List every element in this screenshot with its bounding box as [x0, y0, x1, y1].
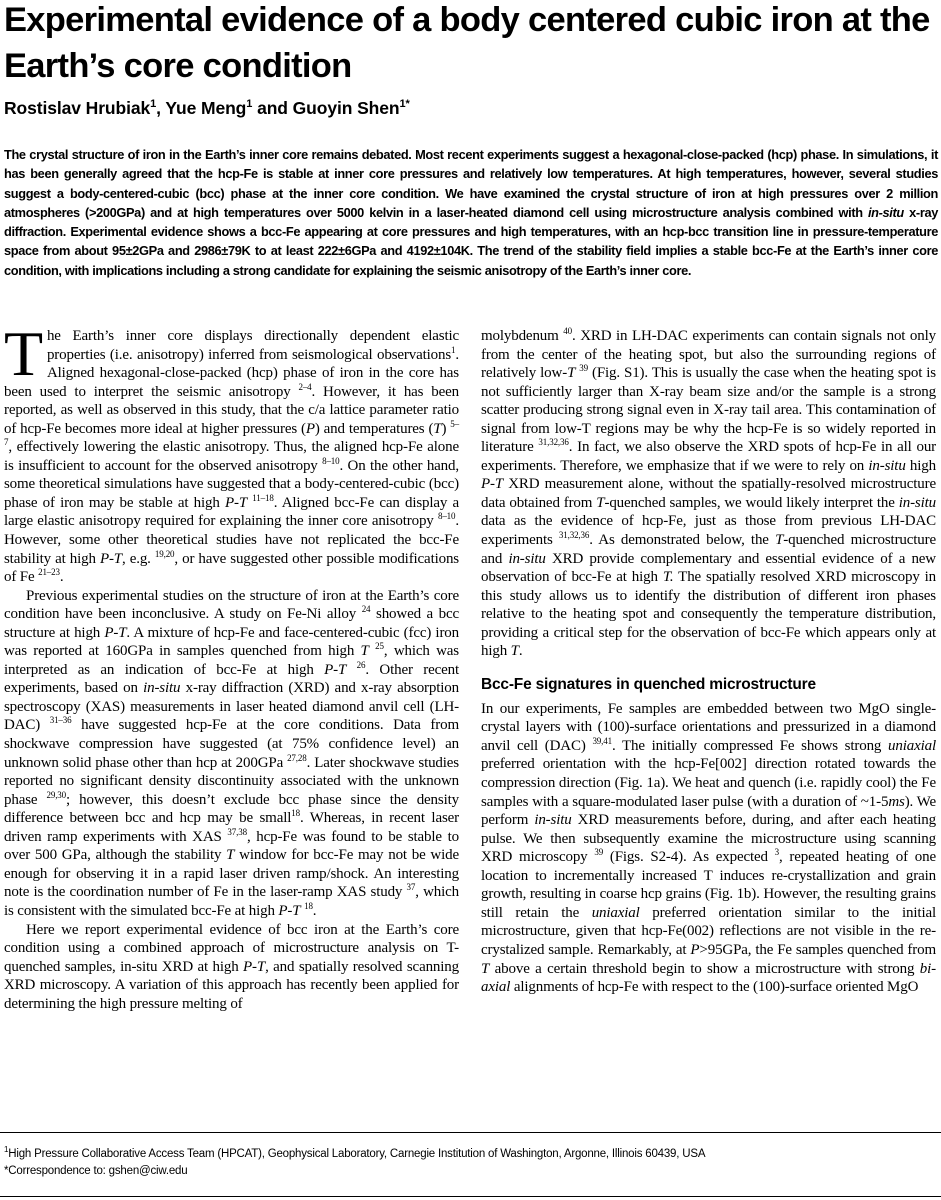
footnote-divider — [0, 1132, 941, 1133]
italic-symbol: P-T — [99, 550, 122, 567]
text: ). We perform — [481, 793, 936, 829]
citation: 25 — [375, 641, 384, 652]
citation: 8–10 — [322, 455, 340, 466]
author-name: Rostislav Hrubiak — [4, 98, 151, 118]
body-paragraph — [4, 921, 459, 1014]
citation: 29,30 — [46, 789, 67, 800]
text: ; however, this doesn’t exclude bcc phase since the density difference between bcc and hcp may be small — [4, 791, 459, 827]
citation: 40 — [563, 326, 572, 336]
text: , which is consistent with the simulated bcc-Fe at high — [4, 884, 459, 919]
text: . The initially compressed Fe shows strong — [611, 737, 889, 754]
text: , which was interpreted as an indication of bcc-Fe at high — [4, 643, 459, 678]
citation: 2–4 — [298, 381, 312, 392]
text: high — [905, 457, 936, 474]
italic-symbol: P-T — [481, 476, 504, 493]
footnote-correspondence: *Correspondence to: gshen@ciw.edu — [4, 1165, 188, 1177]
text: Previous experimental studies on the structure of iron at the Earth’s core condition have been inconclusive. A study on Fe-Ni alloy — [4, 587, 459, 623]
body-column-left — [4, 318, 459, 1013]
italic-term: in-situ — [143, 680, 181, 697]
text: XRD measurements before, during, and after each heating pulse. We then subsequently examine the microstructure using scanning XRD microscopy — [481, 812, 936, 866]
footnotes — [4, 1146, 934, 1180]
citation: 27,28 — [287, 752, 307, 763]
text: data as the evidence of hcp-Fe, just as those from previous LH-DAC experiments — [481, 513, 936, 549]
footnote-text: High Pressure Collaborative Access Team (HPCAT), Geophysical Laboratory, Carnegie Institution of Washington, Argonne, Illinois 60439, USA — [8, 1148, 706, 1160]
body-paragraph — [4, 318, 459, 587]
drop-cap: T — [4, 318, 43, 389]
citation: 18 — [291, 808, 300, 819]
author-conjunction: and — [257, 98, 288, 118]
italic-symbol: P — [690, 941, 700, 958]
citation: 1 — [451, 344, 456, 355]
paper-title: Experimental evidence of a body centered cubic iron at the Earth’s core condition — [4, 1, 930, 85]
body-paragraph — [481, 327, 936, 661]
text: molybdenum — [481, 328, 564, 344]
text: The spatially resolved XRD microscopy in this study allows us to identify the distribution of different iron phases relative to the heating spot and consequently the temperature distribution, providing a critical step for the observation of bcc-Fe which appears only at high — [481, 569, 936, 660]
text: Here we report experimental evidence of bcc iron at the Earth’s core condition using a combined approach of microstructure analysis on T-quenched samples, in-situ XRD at high — [4, 921, 459, 975]
italic-term: uniaxial — [591, 904, 640, 921]
affiliation-marker: 1 — [4, 1145, 9, 1155]
text: , and spatially resolved scanning XRD microscopy. A variation of this approach has recently been applied for determining the high pressure melting of — [4, 958, 459, 1012]
author-list: Rostislav Hrubiak$^1$, Yue Meng$^1$ and Guoyin Shen$^{1*}$ — [4, 98, 410, 118]
text: , repeated heating of one location to incrementally increased T induces re-crystallization and grain growth, resulting in coarse hcp grains (Fig. 1b). However, the resulting grains still retain the — [481, 849, 936, 921]
italic-symbol: P-T — [278, 902, 301, 919]
text: . Later shockwave studies reported no significant density discontinuity associated with the unknown phase — [4, 754, 459, 808]
author-name: Guoyin Shen — [292, 98, 400, 118]
text: . — [59, 569, 64, 586]
text: (Fig. S1). This is usually the case when the heating spot is not sufficiently larger than X-ray beam size and/or the sample is a strong scatter producing strong signal even in X-ray tail area. This contamination of signal from low-T regions may be why the hcp-Fe is so widely reported in literature — [481, 365, 936, 456]
text: , hcp-Fe was found to be stable to over 500 GPa, although the stability — [4, 828, 459, 864]
text: . In fact, we also observe the XRD spots of hcp-Fe in all our experiments. Therefore, we emphasize that if we were to rely on — [481, 439, 937, 474]
text: window for bcc-Fe may not be wide enough for observing it in a rapid laser driven ramp/shock. An interesting note is the coordination number of Fe in the laser-ramp XAS study — [4, 847, 459, 901]
section-heading: Bcc-Fe signatures in quenched microstructure — [481, 675, 816, 693]
citation: 31,32,36 — [538, 437, 569, 448]
italic-symbol: T — [433, 420, 442, 437]
italic-term: bi-axial — [481, 960, 936, 996]
italic-symbol: P-T — [224, 494, 248, 511]
text: have suggested hcp-Fe at the core conditions. Data from shockwave compression have suggested (at 75% confidence level) an unknown solid phase other than hcp at 200GPa — [4, 717, 459, 771]
citation: 24 — [361, 604, 371, 615]
italic-unit: ms — [888, 793, 905, 810]
text: above a certain threshold begin to show a microstructure with strong — [489, 960, 920, 977]
text: , or have suggested other possible modifications of Fe — [4, 550, 459, 586]
text: ) — [441, 420, 451, 437]
italic-symbol: T — [510, 643, 519, 660]
text: . However, some other theoretical studies have not replicated the bcc-Fe stability at high — [4, 513, 459, 567]
text: . On the other hand, some theoretical simulations have suggested that a body-centered-cubic (bcc) phase of iron may be stable at high — [4, 457, 459, 511]
text: , e.g. — [122, 550, 155, 567]
text: >95GPa, the Fe samples quenched from — [699, 941, 936, 958]
text: -quenched samples, we would likely interpret the — [604, 494, 899, 511]
text: . Aligned bcc-Fe can display a large elastic anisotropy required for explaining the inner core anisotropy — [4, 494, 459, 530]
text: preferred orientation with the hcp-Fe[002] direction rotated towards the compression direction (Fig. 1a). We heat and quench (i.e. rapidly cool) the Fe samples with a square-modulated laser pulse (with a duration of ~1-5 — [481, 756, 936, 810]
italic-term: uniaxial — [888, 737, 936, 754]
citation: 39 — [579, 363, 588, 374]
italic-symbol: T — [360, 643, 369, 660]
text: -quenched microstructure and — [481, 532, 937, 567]
citation: 31–36 — [49, 715, 72, 726]
text: . A mixture of hcp-Fe and face-centered-cubic (fcc) iron was reported at 160GPa in samples quenched from high — [4, 624, 459, 660]
text — [346, 662, 356, 678]
text: showed a bcc structure at high — [4, 606, 459, 641]
citation: 3 — [774, 847, 780, 858]
italic-symbol: P-T — [324, 661, 347, 678]
text: . As demonstrated below, the — [589, 532, 776, 549]
text: . XRD in LH-DAC experiments can contain signals not only from the center of the heating spot, but also the surrounding regions of relatively low- — [481, 328, 936, 382]
citation: 21–23 — [38, 567, 60, 578]
italic-term: in-situ — [534, 812, 572, 829]
citation: 8–10 — [437, 511, 456, 522]
text: In our experiments, Fe samples are embedded between two MgO single-crystal layers with (100)-surface orientations and pressurized in a diamond anvil cell (DAC) — [481, 700, 936, 754]
citation: 37,38 — [227, 826, 247, 837]
italic-symbol: T — [596, 494, 605, 511]
abstract-italic: in-situ — [867, 204, 904, 220]
author-name: Yue Meng — [165, 98, 247, 118]
text: . Aligned hexagonal-close-packed (hcp) phase of iron in the core has been used to interpret the seismic anisotropy — [4, 346, 459, 400]
italic-symbol: P — [305, 420, 315, 437]
text: . Other recent experiments, based on — [4, 661, 459, 697]
text: ) and temperatures ( — [314, 420, 434, 437]
text: XRD measurement alone, without the spatially-resolved microstructure data obtained from — [481, 476, 936, 511]
text: x-ray diffraction (XRD) and x-ray absorption spectroscopy (XAS) measurements in laser heated diamond anvil cell (LH-DAC) — [4, 680, 459, 734]
italic-term: in-situ — [898, 494, 936, 511]
bottom-divider — [0, 1196, 941, 1197]
citation: 39,41 — [592, 735, 612, 746]
italic-symbol: T — [567, 365, 576, 382]
italic-symbol: P-T — [243, 958, 266, 975]
body-column-right — [481, 327, 936, 997]
italic-symbol: T — [226, 847, 235, 864]
citation: 39 — [594, 847, 604, 858]
affiliation-marker: 1 — [246, 98, 253, 111]
citation: 5–7 — [4, 418, 459, 448]
text: , effectively lowering the elastic anisotropy. Thus, the aligned hcp-Fe alone is insufficient to account for the observed anisotropy — [4, 439, 459, 474]
text: he Earth’s inner core displays directionally dependent elastic properties (i.e. anisotropy) inferred from seismological observations — [46, 328, 459, 363]
italic-symbol: P-T — [104, 624, 127, 641]
body-paragraph — [4, 587, 459, 921]
citation: 37 — [406, 882, 416, 893]
italic-symbol: T. — [662, 569, 674, 586]
footnote-affiliation — [4, 1146, 934, 1163]
text: (Figs. S2-4). As expected — [603, 849, 775, 866]
italic-symbol: T — [481, 960, 490, 977]
citation: 26 — [356, 659, 366, 670]
italic-term: in-situ — [868, 457, 906, 474]
text: preferred orientation similar to the initial microstructure, given that hcp-Fe(002) reflections are not visible in the re-crystalized sample. Remarkably, at — [481, 904, 936, 958]
text: . However, it has been reported, as well as observed in this study, that the c/a lattice parameter ratio of hcp-Fe becomes more ideal at higher pressures ( — [4, 383, 459, 437]
citation: 18 — [304, 900, 313, 911]
body-paragraph — [481, 700, 936, 997]
citation: 31,32,36 — [558, 530, 590, 541]
italic-term: in-situ — [508, 550, 546, 567]
citation: 19,20 — [154, 548, 175, 559]
abstract — [4, 145, 938, 280]
abstract-text: x-ray diffraction. Experimental evidence shows a bcc-Fe appearing at core pressures and high temperatures, with an hcp-bcc transition line in pressure-temperature space from about 95±2GPa and 2986±79K to at least 222±6GPa and 4192±104K. The trend of the stability field implies a stable bcc-Fe at the Earth’s inner core condition, with implications including a strong candidate for explaining the seismic anisotropy of the Earth’s inner core. — [4, 204, 938, 278]
affiliation-marker: 1 — [150, 98, 157, 111]
affiliation-marker: 1* — [399, 98, 410, 111]
italic-symbol: T — [775, 532, 784, 549]
citation: 11–18 — [252, 492, 274, 503]
abstract-text: The crystal structure of iron in the Earth’s inner core remains debated. Most recent experiments suggest a hexagonal-close-packed (hcp) phase. In simulations, it has been generally agreed that the hcp-Fe is stable at inner core pressures and relatively low temperatures. At high temperatures, however, several studies suggest a body-centered-cubic (bcc) phase at the inner core condition. We have examined the crystal structure of iron at high pressures over 2 million atmospheres (>200GPa) and at high temperatures over 5000 kelvin in a laser-heated diamond cell using microstructure analysis combined with — [4, 147, 938, 220]
text: XRD provide complementary and essential evidence of a new observation of bcc-Fe at high — [481, 550, 936, 586]
text: alignments of hcp-Fe with respect to the (100)-surface oriented MgO — [510, 979, 919, 996]
text: . — [518, 643, 523, 660]
text: . Whereas, in recent laser driven ramp experiments with XAS — [4, 810, 459, 845]
text: . — [312, 902, 317, 919]
